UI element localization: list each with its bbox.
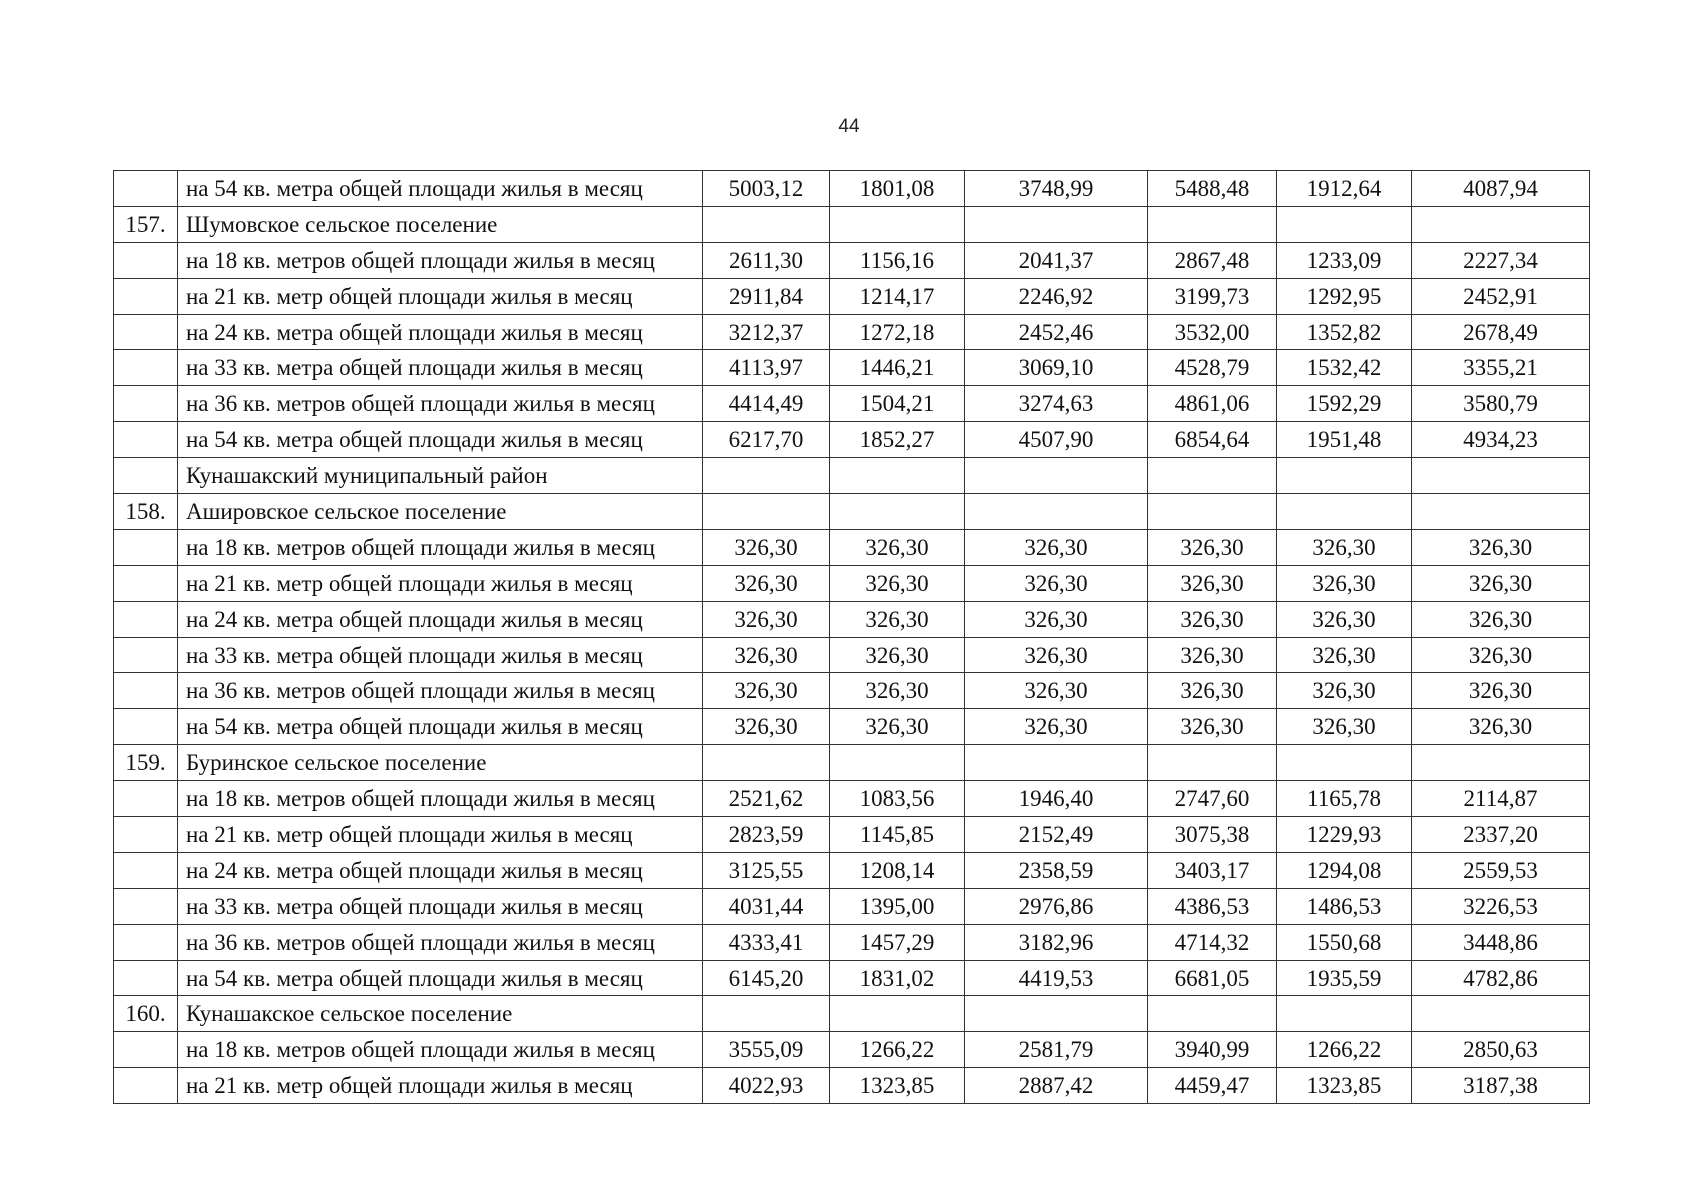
- value-cell: 326,30: [1277, 637, 1412, 673]
- value-cell: 4022,93: [703, 1068, 830, 1104]
- row-number-cell: [114, 171, 178, 207]
- value-cell: 326,30: [830, 601, 965, 637]
- row-name-cell: на 54 кв. метра общей площади жилья в месяц: [178, 960, 703, 996]
- value-cell: 1532,42: [1277, 350, 1412, 386]
- value-cell: 1272,18: [830, 314, 965, 350]
- value-cell: [1148, 206, 1277, 242]
- value-cell: 4333,41: [703, 924, 830, 960]
- row-name-cell: на 36 кв. метров общей площади жилья в месяц: [178, 924, 703, 960]
- value-cell: 4861,06: [1148, 386, 1277, 422]
- value-cell: 2823,59: [703, 817, 830, 853]
- row-name-cell: на 54 кв. метра общей площади жилья в месяц: [178, 422, 703, 458]
- value-cell: 326,30: [703, 601, 830, 637]
- value-cell: 1156,16: [830, 242, 965, 278]
- row-number-cell: [114, 386, 178, 422]
- value-cell: 1486,53: [1277, 888, 1412, 924]
- value-cell: 1083,56: [830, 781, 965, 817]
- row-name-cell: на 21 кв. метр общей площади жилья в месяц: [178, 1068, 703, 1104]
- value-cell: 6217,70: [703, 422, 830, 458]
- value-cell: 326,30: [830, 673, 965, 709]
- row-name-cell: на 33 кв. метра общей площади жилья в месяц: [178, 350, 703, 386]
- value-cell: 3182,96: [965, 924, 1148, 960]
- value-cell: [1412, 206, 1590, 242]
- row-name-cell: на 54 кв. метра общей площади жилья в месяц: [178, 171, 703, 207]
- value-cell: [703, 206, 830, 242]
- table-row: [114, 458, 1590, 494]
- value-cell: 1946,40: [965, 781, 1148, 817]
- value-cell: [1148, 458, 1277, 494]
- row-name-cell: Аширoвское сельское поселение: [178, 494, 703, 530]
- row-name-cell: Буринское сельское поселение: [178, 745, 703, 781]
- value-cell: 3532,00: [1148, 314, 1277, 350]
- table-row: [114, 637, 1590, 673]
- table-row: [114, 817, 1590, 853]
- value-cell: 4934,23: [1412, 422, 1590, 458]
- value-cell: 326,30: [1412, 529, 1590, 565]
- value-cell: 1294,08: [1277, 852, 1412, 888]
- value-cell: 3580,79: [1412, 386, 1590, 422]
- value-cell: 3212,37: [703, 314, 830, 350]
- value-cell: 2114,87: [1412, 781, 1590, 817]
- value-cell: 326,30: [965, 709, 1148, 745]
- value-cell: [1148, 745, 1277, 781]
- row-name-cell: на 18 кв. метров общей площади жилья в месяц: [178, 1032, 703, 1068]
- value-cell: 3748,99: [965, 171, 1148, 207]
- value-cell: 326,30: [965, 565, 1148, 601]
- value-cell: 326,30: [830, 709, 965, 745]
- value-cell: 326,30: [1412, 637, 1590, 673]
- value-cell: 2452,91: [1412, 278, 1590, 314]
- value-cell: 3069,10: [965, 350, 1148, 386]
- value-cell: 4087,94: [1412, 171, 1590, 207]
- value-cell: 2358,59: [965, 852, 1148, 888]
- row-name-cell: на 21 кв. метр общей площади жилья в месяц: [178, 817, 703, 853]
- row-number-cell: [114, 888, 178, 924]
- table-body: [114, 171, 1590, 1104]
- value-cell: 326,30: [703, 565, 830, 601]
- row-name-cell: на 36 кв. метров общей площади жилья в месяц: [178, 386, 703, 422]
- value-cell: 326,30: [1148, 565, 1277, 601]
- value-cell: 6145,20: [703, 960, 830, 996]
- row-number-cell: [114, 350, 178, 386]
- value-cell: [1412, 745, 1590, 781]
- table-row: [114, 314, 1590, 350]
- value-cell: [703, 458, 830, 494]
- value-cell: 4419,53: [965, 960, 1148, 996]
- row-name-cell: на 24 кв. метра общей площади жилья в месяц: [178, 314, 703, 350]
- value-cell: [965, 494, 1148, 530]
- value-cell: 3448,86: [1412, 924, 1590, 960]
- tariff-table: [113, 170, 1590, 1104]
- value-cell: 326,30: [1412, 565, 1590, 601]
- table-row: [114, 852, 1590, 888]
- value-cell: [703, 745, 830, 781]
- value-cell: 4459,47: [1148, 1068, 1277, 1104]
- value-cell: 1165,78: [1277, 781, 1412, 817]
- value-cell: 2911,84: [703, 278, 830, 314]
- value-cell: 1214,17: [830, 278, 965, 314]
- table-row: [114, 960, 1590, 996]
- value-cell: 1323,85: [1277, 1068, 1412, 1104]
- value-cell: 2747,60: [1148, 781, 1277, 817]
- value-cell: 326,30: [703, 529, 830, 565]
- value-cell: 3199,73: [1148, 278, 1277, 314]
- row-number-cell: [114, 1068, 178, 1104]
- value-cell: 2581,79: [965, 1032, 1148, 1068]
- value-cell: 2246,92: [965, 278, 1148, 314]
- row-number-cell: [114, 601, 178, 637]
- value-cell: 1229,93: [1277, 817, 1412, 853]
- value-cell: 3226,53: [1412, 888, 1590, 924]
- value-cell: [1412, 996, 1590, 1032]
- value-cell: [830, 206, 965, 242]
- value-cell: 3355,21: [1412, 350, 1590, 386]
- table-row: [114, 386, 1590, 422]
- row-name-cell: на 18 кв. метров общей площади жилья в месяц: [178, 529, 703, 565]
- table-row: [114, 673, 1590, 709]
- row-number-cell: [114, 278, 178, 314]
- value-cell: 5003,12: [703, 171, 830, 207]
- value-cell: 1292,95: [1277, 278, 1412, 314]
- value-cell: 326,30: [1277, 709, 1412, 745]
- row-number-cell: 160.: [114, 996, 178, 1032]
- value-cell: 326,30: [1277, 529, 1412, 565]
- value-cell: 1323,85: [830, 1068, 965, 1104]
- value-cell: 4714,32: [1148, 924, 1277, 960]
- row-number-cell: [114, 242, 178, 278]
- table-row: [114, 924, 1590, 960]
- value-cell: 2521,62: [703, 781, 830, 817]
- row-number-cell: [114, 565, 178, 601]
- value-cell: 2152,49: [965, 817, 1148, 853]
- value-cell: [830, 745, 965, 781]
- value-cell: 1935,59: [1277, 960, 1412, 996]
- value-cell: 3274,63: [965, 386, 1148, 422]
- value-cell: 1266,22: [830, 1032, 965, 1068]
- value-cell: 2227,34: [1412, 242, 1590, 278]
- value-cell: 326,30: [1412, 601, 1590, 637]
- row-number-cell: [114, 1032, 178, 1068]
- row-number-cell: 157.: [114, 206, 178, 242]
- value-cell: 4528,79: [1148, 350, 1277, 386]
- table-row: [114, 242, 1590, 278]
- value-cell: 4386,53: [1148, 888, 1277, 924]
- value-cell: 4507,90: [965, 422, 1148, 458]
- table-row: [114, 1068, 1590, 1104]
- value-cell: [703, 996, 830, 1032]
- row-name-cell: на 18 кв. метров общей площади жилья в месяц: [178, 242, 703, 278]
- value-cell: 1266,22: [1277, 1032, 1412, 1068]
- row-name-cell: на 33 кв. метра общей площади жилья в месяц: [178, 637, 703, 673]
- value-cell: 1352,82: [1277, 314, 1412, 350]
- value-cell: 1233,09: [1277, 242, 1412, 278]
- table-row: [114, 565, 1590, 601]
- value-cell: 326,30: [965, 601, 1148, 637]
- value-cell: 2976,86: [965, 888, 1148, 924]
- table-row: [114, 745, 1590, 781]
- value-cell: 3075,38: [1148, 817, 1277, 853]
- value-cell: 1504,21: [830, 386, 965, 422]
- value-cell: 1801,08: [830, 171, 965, 207]
- value-cell: 1852,27: [830, 422, 965, 458]
- table-row: [114, 350, 1590, 386]
- row-name-cell: на 21 кв. метр общей площади жилья в месяц: [178, 278, 703, 314]
- page-number: 44: [838, 116, 860, 137]
- value-cell: [1148, 996, 1277, 1032]
- value-cell: 1446,21: [830, 350, 965, 386]
- value-cell: [1412, 494, 1590, 530]
- value-cell: 1457,29: [830, 924, 965, 960]
- value-cell: 3555,09: [703, 1032, 830, 1068]
- value-cell: 326,30: [1277, 673, 1412, 709]
- row-name-cell: на 24 кв. метра общей площади жилья в месяц: [178, 601, 703, 637]
- row-number-cell: [114, 781, 178, 817]
- value-cell: 326,30: [1148, 601, 1277, 637]
- row-number-cell: [114, 314, 178, 350]
- table-row: [114, 996, 1590, 1032]
- value-cell: 3403,17: [1148, 852, 1277, 888]
- row-number-cell: [114, 673, 178, 709]
- value-cell: 326,30: [965, 637, 1148, 673]
- row-name-cell: на 24 кв. метра общей площади жилья в месяц: [178, 852, 703, 888]
- value-cell: [703, 494, 830, 530]
- row-number-cell: [114, 924, 178, 960]
- table-row: [114, 709, 1590, 745]
- value-cell: 326,30: [1148, 709, 1277, 745]
- table-row: [114, 422, 1590, 458]
- table-row: [114, 1032, 1590, 1068]
- value-cell: 326,30: [703, 709, 830, 745]
- row-number-cell: [114, 458, 178, 494]
- value-cell: 326,30: [703, 637, 830, 673]
- value-cell: 1951,48: [1277, 422, 1412, 458]
- row-name-cell: на 54 кв. метра общей площади жилья в месяц: [178, 709, 703, 745]
- value-cell: [965, 206, 1148, 242]
- value-cell: 326,30: [1277, 601, 1412, 637]
- row-name-cell: на 36 кв. метров общей площади жилья в месяц: [178, 673, 703, 709]
- table-row: [114, 171, 1590, 207]
- value-cell: 326,30: [965, 673, 1148, 709]
- value-cell: 1208,14: [830, 852, 965, 888]
- value-cell: 4782,86: [1412, 960, 1590, 996]
- value-cell: [1412, 458, 1590, 494]
- value-cell: 1550,68: [1277, 924, 1412, 960]
- table-row: [114, 494, 1590, 530]
- row-number-cell: [114, 637, 178, 673]
- row-number-cell: [114, 709, 178, 745]
- value-cell: [830, 494, 965, 530]
- value-cell: [1277, 494, 1412, 530]
- row-number-cell: [114, 817, 178, 853]
- value-cell: 2611,30: [703, 242, 830, 278]
- value-cell: 1395,00: [830, 888, 965, 924]
- value-cell: [1277, 458, 1412, 494]
- row-name-cell: на 18 кв. метров общей площади жилья в месяц: [178, 781, 703, 817]
- value-cell: [830, 458, 965, 494]
- value-cell: 2887,42: [965, 1068, 1148, 1104]
- row-number-cell: 158.: [114, 494, 178, 530]
- value-cell: 4031,44: [703, 888, 830, 924]
- value-cell: 326,30: [1148, 637, 1277, 673]
- value-cell: 2559,53: [1412, 852, 1590, 888]
- value-cell: 326,30: [830, 637, 965, 673]
- value-cell: 3125,55: [703, 852, 830, 888]
- value-cell: 1912,64: [1277, 171, 1412, 207]
- value-cell: [965, 745, 1148, 781]
- row-number-cell: 159.: [114, 745, 178, 781]
- value-cell: 6681,05: [1148, 960, 1277, 996]
- value-cell: [1148, 494, 1277, 530]
- row-name-cell: Шумовское сельское поселение: [178, 206, 703, 242]
- value-cell: [1277, 996, 1412, 1032]
- row-name-cell: Кунашакское сельское поселение: [178, 996, 703, 1032]
- value-cell: 326,30: [830, 529, 965, 565]
- value-cell: [1277, 206, 1412, 242]
- row-number-cell: [114, 422, 178, 458]
- table-row: [114, 529, 1590, 565]
- value-cell: 2452,46: [965, 314, 1148, 350]
- value-cell: 3940,99: [1148, 1032, 1277, 1068]
- row-name-cell: Кунашакский муниципальный район: [178, 458, 703, 494]
- row-name-cell: на 21 кв. метр общей площади жилья в месяц: [178, 565, 703, 601]
- value-cell: 4113,97: [703, 350, 830, 386]
- value-cell: 2678,49: [1412, 314, 1590, 350]
- value-cell: 326,30: [703, 673, 830, 709]
- value-cell: 326,30: [830, 565, 965, 601]
- value-cell: 326,30: [1148, 673, 1277, 709]
- table-row: [114, 206, 1590, 242]
- value-cell: 2867,48: [1148, 242, 1277, 278]
- value-cell: 2041,37: [965, 242, 1148, 278]
- row-name-cell: на 33 кв. метра общей площади жилья в месяц: [178, 888, 703, 924]
- value-cell: 2337,20: [1412, 817, 1590, 853]
- value-cell: 326,30: [965, 529, 1148, 565]
- value-cell: 326,30: [1412, 709, 1590, 745]
- row-number-cell: [114, 960, 178, 996]
- row-number-cell: [114, 852, 178, 888]
- value-cell: 326,30: [1277, 565, 1412, 601]
- value-cell: 6854,64: [1148, 422, 1277, 458]
- value-cell: [965, 458, 1148, 494]
- value-cell: 1592,29: [1277, 386, 1412, 422]
- table-row: [114, 781, 1590, 817]
- table-row: [114, 888, 1590, 924]
- value-cell: 2850,63: [1412, 1032, 1590, 1068]
- value-cell: 326,30: [1412, 673, 1590, 709]
- value-cell: 3187,38: [1412, 1068, 1590, 1104]
- value-cell: 5488,48: [1148, 171, 1277, 207]
- value-cell: 4414,49: [703, 386, 830, 422]
- value-cell: [830, 996, 965, 1032]
- value-cell: 1145,85: [830, 817, 965, 853]
- row-number-cell: [114, 529, 178, 565]
- value-cell: 1831,02: [830, 960, 965, 996]
- value-cell: [965, 996, 1148, 1032]
- table-row: [114, 278, 1590, 314]
- table-row: [114, 601, 1590, 637]
- value-cell: [1277, 745, 1412, 781]
- value-cell: 326,30: [1148, 529, 1277, 565]
